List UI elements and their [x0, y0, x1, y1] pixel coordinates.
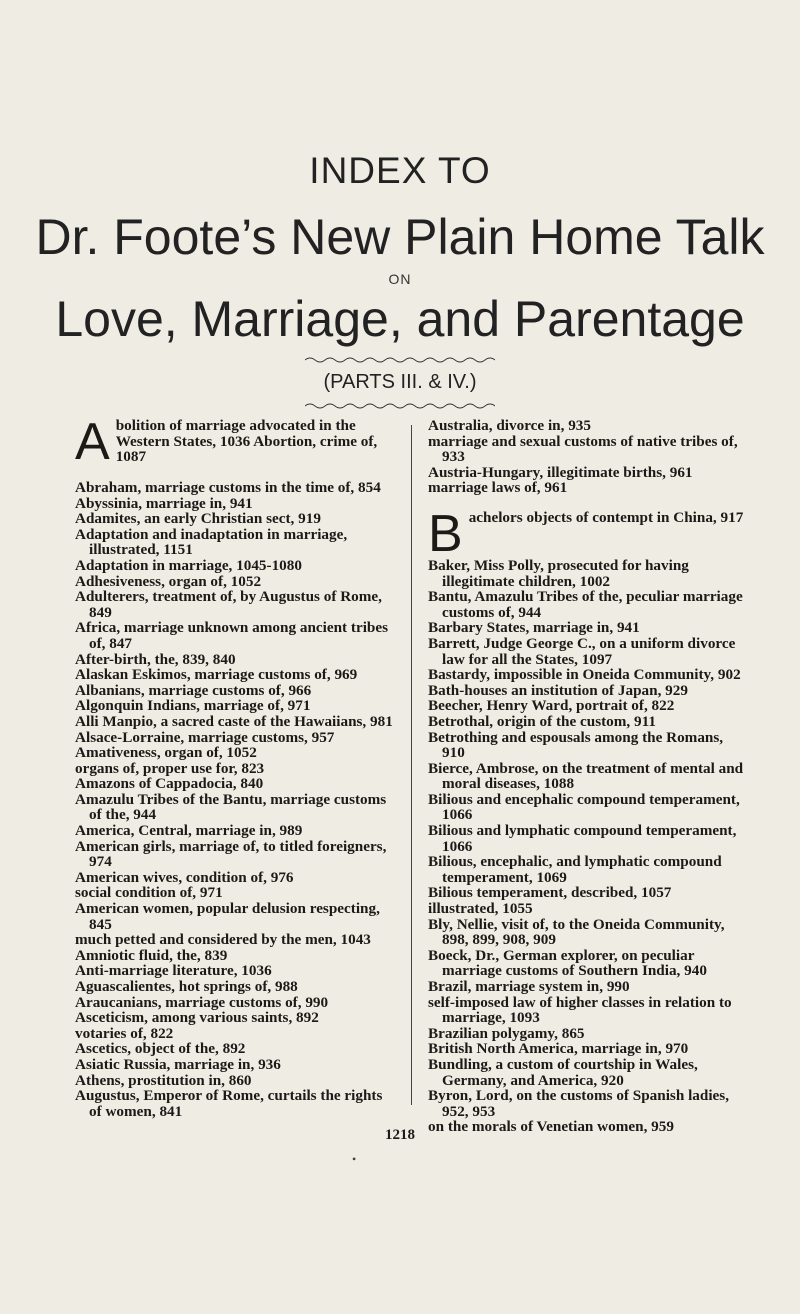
index-entry: Athens, prostitution in, 860: [75, 1071, 252, 1089]
index-entry: Bundling, a custom of courtship in Wales, Germany, and America, 920: [428, 1055, 698, 1089]
index-entry: Alli Manpio, a sacred caste of the Hawaiians, 981: [75, 712, 393, 730]
index-entry: Amativeness, organ of, 1052: [75, 744, 257, 762]
index-entry: Bierce, Ambrose, on the treatment of mental and moral diseases, 1088: [428, 759, 744, 793]
index-entry: Brazilian polygamy, 865: [428, 1024, 585, 1042]
index-entry: Bantu, Amazulu Tribes of the, peculiar marriage customs of, 944: [428, 588, 743, 621]
index-entry: votaries of, 822: [75, 1024, 174, 1042]
index-entry: American girls, marriage of, to titled foreigners, 974: [75, 837, 387, 871]
index-entry: Adaptation and inadaptation in marriage, illustrated, 1151: [75, 525, 348, 559]
index-entry: Abraham, marriage customs in the time of, 854: [75, 479, 381, 496]
index-entry: Asceticism, among various saints, 892: [75, 1009, 319, 1027]
index-entry: Bilious and lymphatic compound temperament, 1066: [428, 822, 737, 855]
index-entry: Augustus, Emperor of Rome, curtails the rights of women, 841: [75, 1087, 383, 1120]
index-entry: Barrett, Judge George C., on a uniform divorce law for all the States, 1097: [428, 634, 736, 668]
index-entry: Alaskan Eskimos, marriage customs of, 969: [75, 666, 358, 684]
index-entry: Bilious, encephalic, and lymphatic compound temperament, 1069: [428, 853, 722, 886]
wavy-divider-bottom: [305, 402, 495, 410]
index-entry: Baker, Miss Polly, prosecuted for having illegitimate children, 1002: [428, 556, 689, 590]
index-entry: Algonquin Indians, marriage of, 971: [75, 697, 311, 715]
index-entry: Bastardy, impossible in Oneida Community, 902: [428, 666, 741, 684]
index-entry: Austria-Hungary, illegitimate births, 961: [428, 463, 693, 481]
left-column: [75, 413, 395, 1120]
wavy-divider-top: [305, 356, 495, 364]
index-entry: Boeck, Dr., German explorer, on peculiar marriage customs of Southern India, 940: [428, 946, 707, 980]
index-entry: Beecher, Henry Ward, portrait of, 822: [428, 697, 675, 715]
index-entry: illustrated, 1055: [428, 900, 533, 918]
drop-cap-a: A: [75, 413, 110, 471]
index-entry: Byron, Lord, on the customs of Spanish ladies, 952, 953: [428, 1087, 729, 1120]
index-entry: Bly, Nellie, visit of, to the Oneida Community, 898, 899, 908, 909: [428, 915, 725, 949]
index-entry: Amazulu Tribes of the Bantu, marriage customs of the, 944: [75, 790, 387, 824]
index-entry: Bath-houses an institution of Japan, 929: [428, 681, 688, 699]
entry-text: bolition of marriage advocated in the Western States, 1036 Abortion, crime of, 1087: [115, 417, 378, 466]
index-entry: Bilious and encephalic compound temperament, 1066: [428, 790, 740, 824]
index-entry: on the morals of Venetian women, 959: [428, 1118, 674, 1136]
entry-text: achelors objects of contempt in China, 917: [468, 508, 744, 526]
index-entry: Anti-marriage literature, 1036: [75, 962, 272, 980]
printer-mark: •: [352, 1152, 357, 1166]
index-entry: Albanians, marriage customs of, 966: [75, 681, 312, 699]
page-number: 1218: [385, 1127, 415, 1143]
index-entry: marriage and sexual customs of native tribes of, 933: [428, 432, 738, 466]
index-entry: Abyssinia, marriage in, 941: [75, 494, 253, 512]
index-entry: Africa, marriage unknown among ancient tribes of, 847: [75, 619, 389, 652]
index-entry: organs of, proper use for, 823: [75, 759, 265, 777]
index-entry: Adulterers, treatment of, by Augustus of Rome, 849: [75, 588, 382, 621]
index-entry: much petted and considered by the men, 1043: [75, 931, 371, 949]
index-entry: social condition of, 971: [75, 884, 223, 902]
index-entry: Betrothal, origin of the custom, 911: [428, 712, 656, 730]
index-entry: self-imposed law of higher classes in relation to marriage, 1093: [428, 993, 732, 1027]
right-column: [428, 418, 748, 1135]
index-entry: America, Central, marriage in, 989: [75, 822, 303, 840]
book-title: Dr. Foote’s New Plain Home Talk: [35, 209, 765, 265]
index-entry: marriage laws of, 961: [428, 479, 568, 497]
index-entry: American women, popular delusion respecting, 845: [75, 900, 380, 933]
index-entry: Asiatic Russia, marriage in, 936: [75, 1055, 281, 1073]
index-entry: Araucanians, marriage customs of, 990: [75, 993, 329, 1011]
on-label: ON: [388, 271, 412, 287]
index-entry: Ascetics, object of the, 892: [75, 1040, 246, 1058]
index-entry: Amazons of Cappadocia, 840: [75, 775, 264, 793]
index-entry: Betrothing and espousals among the Romans, 910: [428, 728, 724, 762]
index-entry: Aguascalientes, hot springs of, 988: [75, 978, 298, 995]
index-entry-b-first: [428, 504, 748, 563]
index-entry: After-birth, the, 839, 840: [75, 650, 236, 668]
index-entry: American wives, condition of, 976: [75, 868, 294, 886]
index-entry: Barbary States, marriage in, 941: [428, 619, 640, 637]
index-entry: Bilious temperament, described, 1057: [428, 884, 672, 902]
drop-cap-b: B: [428, 504, 463, 563]
index-entry-a-first: [75, 413, 395, 480]
index-entry: Australia, divorce in, 935: [428, 417, 591, 434]
parts-label: (PARTS III. & IV.): [323, 371, 477, 393]
index-entry: Amniotic fluid, the, 839: [75, 946, 228, 964]
index-entry: Adamites, an early Christian sect, 919: [75, 510, 321, 528]
index-entry: Alsace-Lorraine, marriage customs, 957: [75, 728, 335, 746]
index-entry: Adaptation in marriage, 1045-1080: [75, 556, 302, 574]
column-divider: [411, 425, 412, 1105]
index-entry: Adhesiveness, organ of, 1052: [75, 572, 262, 590]
index-entry: British North America, marriage in, 970: [428, 1040, 689, 1058]
book-subtitle: Love, Marriage, and Parentage: [55, 291, 745, 347]
index-heading: INDEX TO: [309, 150, 491, 191]
index-entry: Brazil, marriage system in, 990: [428, 978, 630, 995]
